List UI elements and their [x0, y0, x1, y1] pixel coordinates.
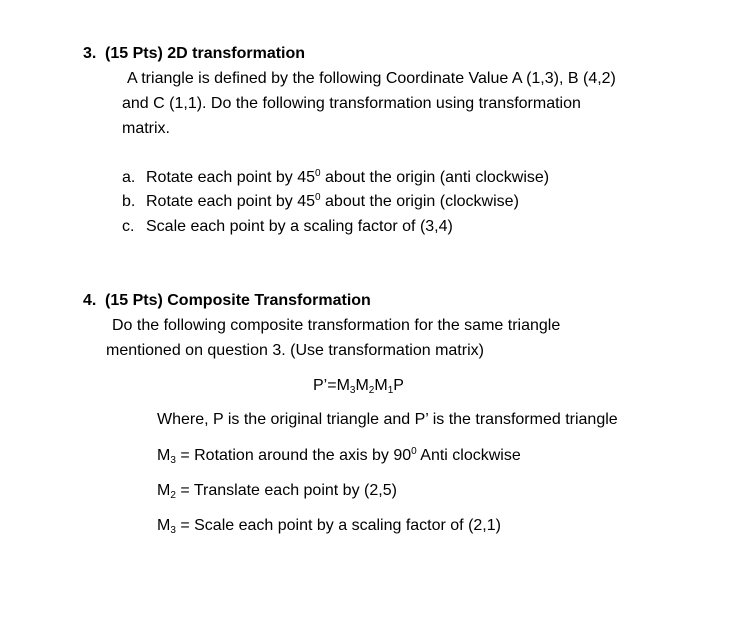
item-b-text: Rotate each point by 45 [146, 193, 316, 210]
def-2-m: M [157, 482, 171, 499]
def-3-sub: 3 [170, 525, 176, 536]
question-3-number: 3. [83, 45, 97, 62]
def-2-sub: 2 [170, 490, 176, 501]
def-3-m: M [157, 517, 171, 534]
def-1-text: Rotation around the axis by 90 [194, 447, 412, 464]
item-b-degree: 0 [315, 192, 321, 203]
item-a-degree: 0 [315, 168, 321, 179]
def-1-degree: 0 [411, 446, 417, 457]
question-3-item-c [122, 218, 453, 236]
question-3-title: (15 Pts) 2D transformation [105, 45, 306, 62]
def-1-sub: 3 [170, 455, 176, 466]
definition-m3-rotation [157, 447, 521, 465]
formula-m1: M [374, 377, 388, 394]
item-a-text: Rotate each point by 45 [146, 169, 316, 186]
question-3-paragraph-line-3: matrix. [122, 120, 170, 137]
formula-sub-2: 2 [368, 385, 375, 396]
definition-m2-translate [157, 482, 397, 500]
item-c-text: Scale each point by a scaling factor of (3,4) [146, 218, 453, 235]
item-a-letter: a. [122, 169, 136, 186]
question-4-paragraph-line-2: mentioned on question 3. (Use transformation matrix) [106, 342, 484, 359]
def-2-eq: = [175, 482, 194, 499]
formula-p: P [393, 377, 404, 394]
item-a-text-end: about the origin (anti clockwise) [320, 169, 550, 186]
definition-m3-scale [157, 517, 501, 535]
formula-m2: M [355, 377, 369, 394]
composite-formula [313, 377, 404, 395]
def-3-text: Scale each point by a scaling factor of (2,1) [194, 517, 501, 534]
def-1-m: M [157, 447, 171, 464]
formula-p-prime: P’=M [313, 377, 350, 394]
question-3-item-a [122, 169, 549, 187]
question-3-item-b [122, 193, 519, 211]
formula-sub-1: 1 [387, 385, 394, 396]
question-4-number: 4. [83, 292, 97, 309]
def-3-eq: = [175, 517, 195, 534]
question-3-paragraph-line-1: A triangle is defined by the following Coordinate Value A (1,3), B (4,2) [127, 70, 616, 87]
where-line: Where, P is the original triangle and P’ is the transformed triangle [157, 411, 618, 428]
item-c-letter: c. [122, 218, 135, 235]
question-4-heading [83, 292, 371, 310]
def-1-eq: = [175, 447, 195, 464]
formula-sub-3: 3 [349, 385, 356, 396]
question-4-title: (15 Pts) Composite Transformation [105, 292, 371, 309]
question-4-paragraph-line-1: Do the following composite transformation for the same triangle [112, 317, 561, 334]
item-b-letter: b. [122, 193, 136, 210]
item-b-text-end: about the origin (clockwise) [320, 193, 519, 210]
question-3-paragraph-line-2: and C (1,1). Do the following transformation using transformation [122, 95, 581, 112]
def-1-text-end: Anti clockwise [416, 447, 521, 464]
question-3-heading [83, 45, 305, 63]
def-2-text: Translate each point by (2,5) [193, 482, 397, 499]
